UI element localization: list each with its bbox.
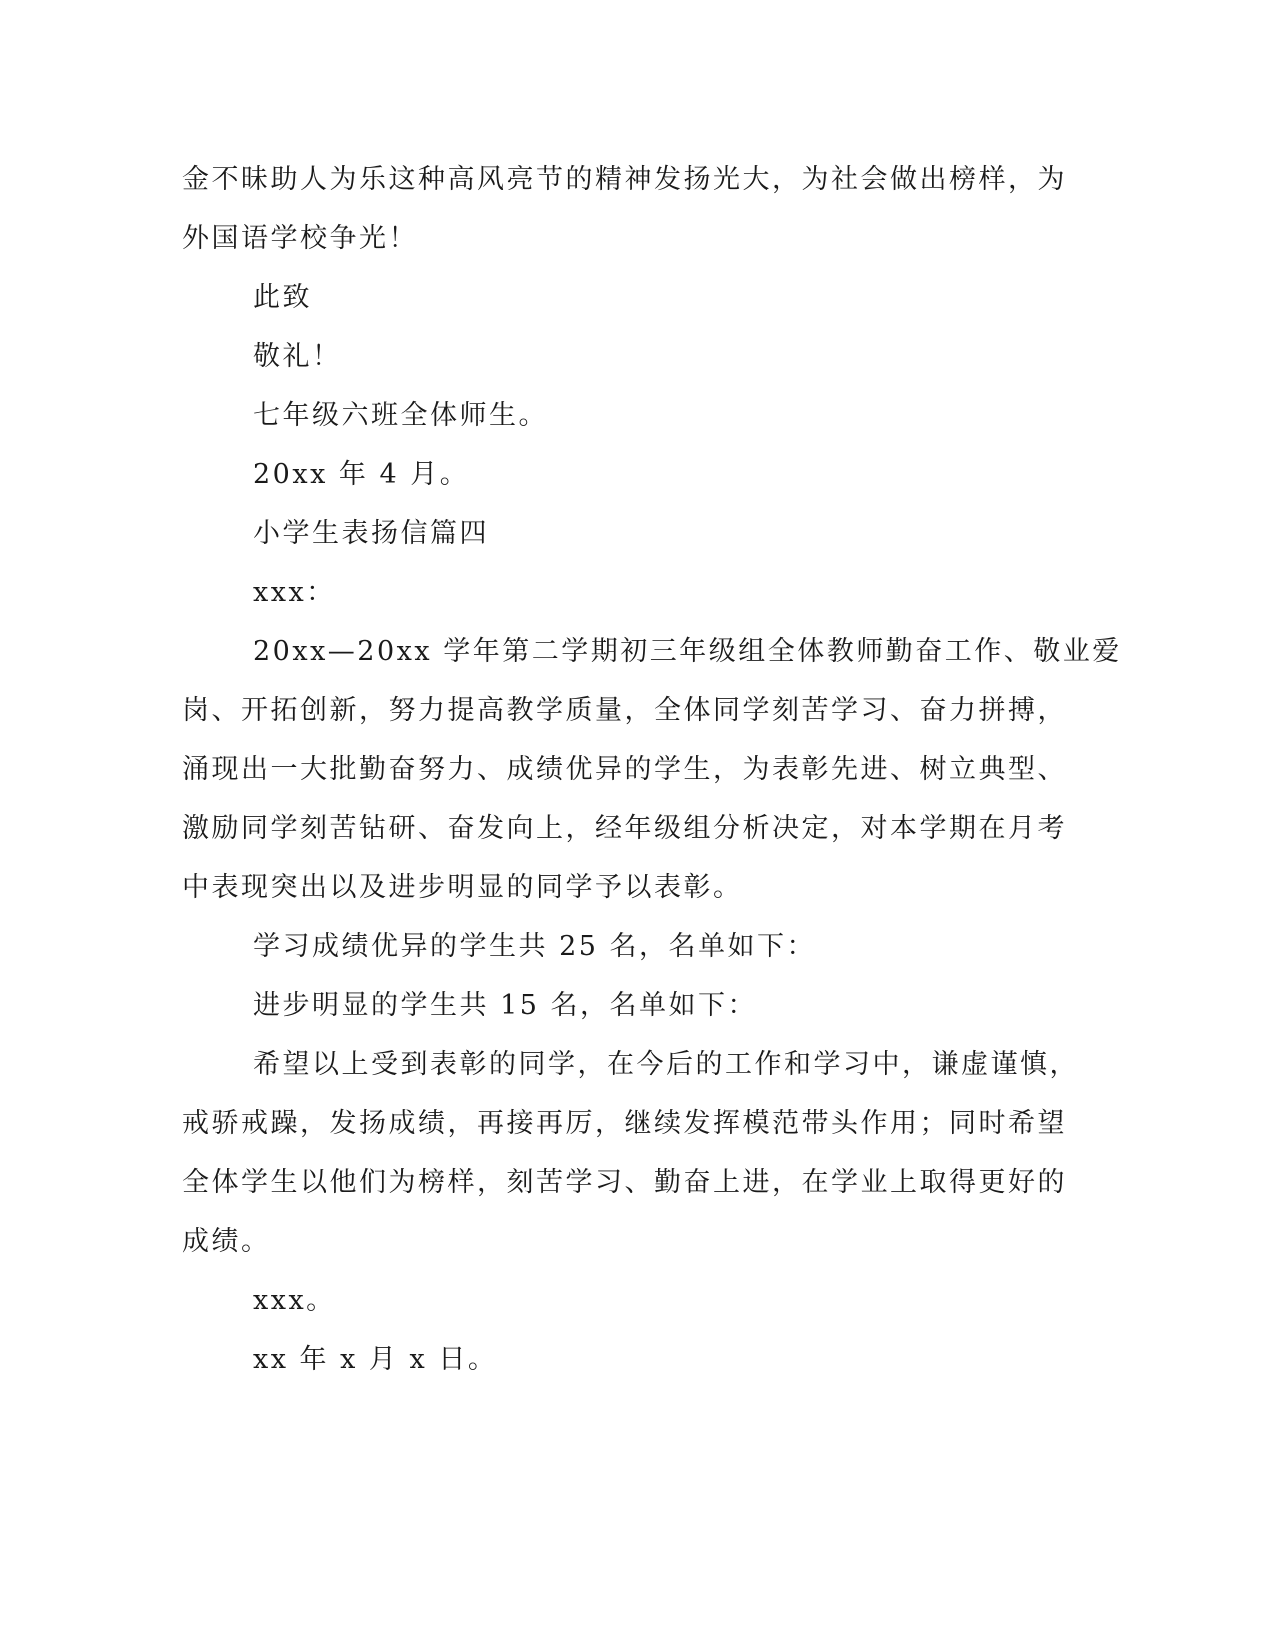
section-heading: 小学生表扬信篇四 bbox=[253, 518, 489, 549]
text-line: 中表现突出以及进步明显的同学予以表彰。 bbox=[182, 872, 743, 903]
text-line: 岗、开拓创新，努力提高教学质量，全体同学刻苦学习、奋力拼搏， bbox=[182, 695, 1067, 726]
text-line: 进步明显的学生共 15 名，名单如下： bbox=[253, 990, 758, 1021]
signature-sender: xxx。 bbox=[253, 1285, 336, 1316]
salutation-regards: 敬礼！ bbox=[253, 341, 342, 372]
text-line: 激励同学刻苦钻研、奋发向上，经年级组分析决定，对本学期在月考 bbox=[182, 813, 1067, 844]
text-line: 涌现出一大批勤奋努力、成绩优异的学生，为表彰先进、树立典型、 bbox=[182, 754, 1067, 785]
text-line: 20xx—20xx 学年第二学期初三年级组全体教师勤奋工作、敬业爱 bbox=[253, 636, 1122, 667]
text-line: 全体学生以他们为榜样，刻苦学习、勤奋上进，在学业上取得更好的 bbox=[182, 1167, 1067, 1198]
text-line: 希望以上受到表彰的同学，在今后的工作和学习中，谦虚谨慎， bbox=[253, 1049, 1079, 1080]
text-line: 成绩。 bbox=[182, 1226, 271, 1257]
text-line: 戒骄戒躁，发扬成绩，再接再厉，继续发挥模范带头作用；同时希望 bbox=[182, 1108, 1067, 1139]
text-line: 学习成绩优异的学生共 25 名，名单如下： bbox=[253, 931, 817, 962]
signature-sender: 七年级六班全体师生。 bbox=[253, 400, 548, 431]
signature-date: xx 年 x 月 x 日。 bbox=[253, 1344, 498, 1375]
text-line: 外国语学校争光！ bbox=[182, 223, 418, 254]
signature-date: 20xx 年 4 月。 bbox=[253, 459, 470, 490]
recipient-greeting: xxx： bbox=[253, 577, 336, 608]
text-line: 金不昧助人为乐这种高风亮节的精神发扬光大，为社会做出榜样，为 bbox=[182, 164, 1067, 195]
salutation-closing: 此致 bbox=[253, 282, 312, 313]
